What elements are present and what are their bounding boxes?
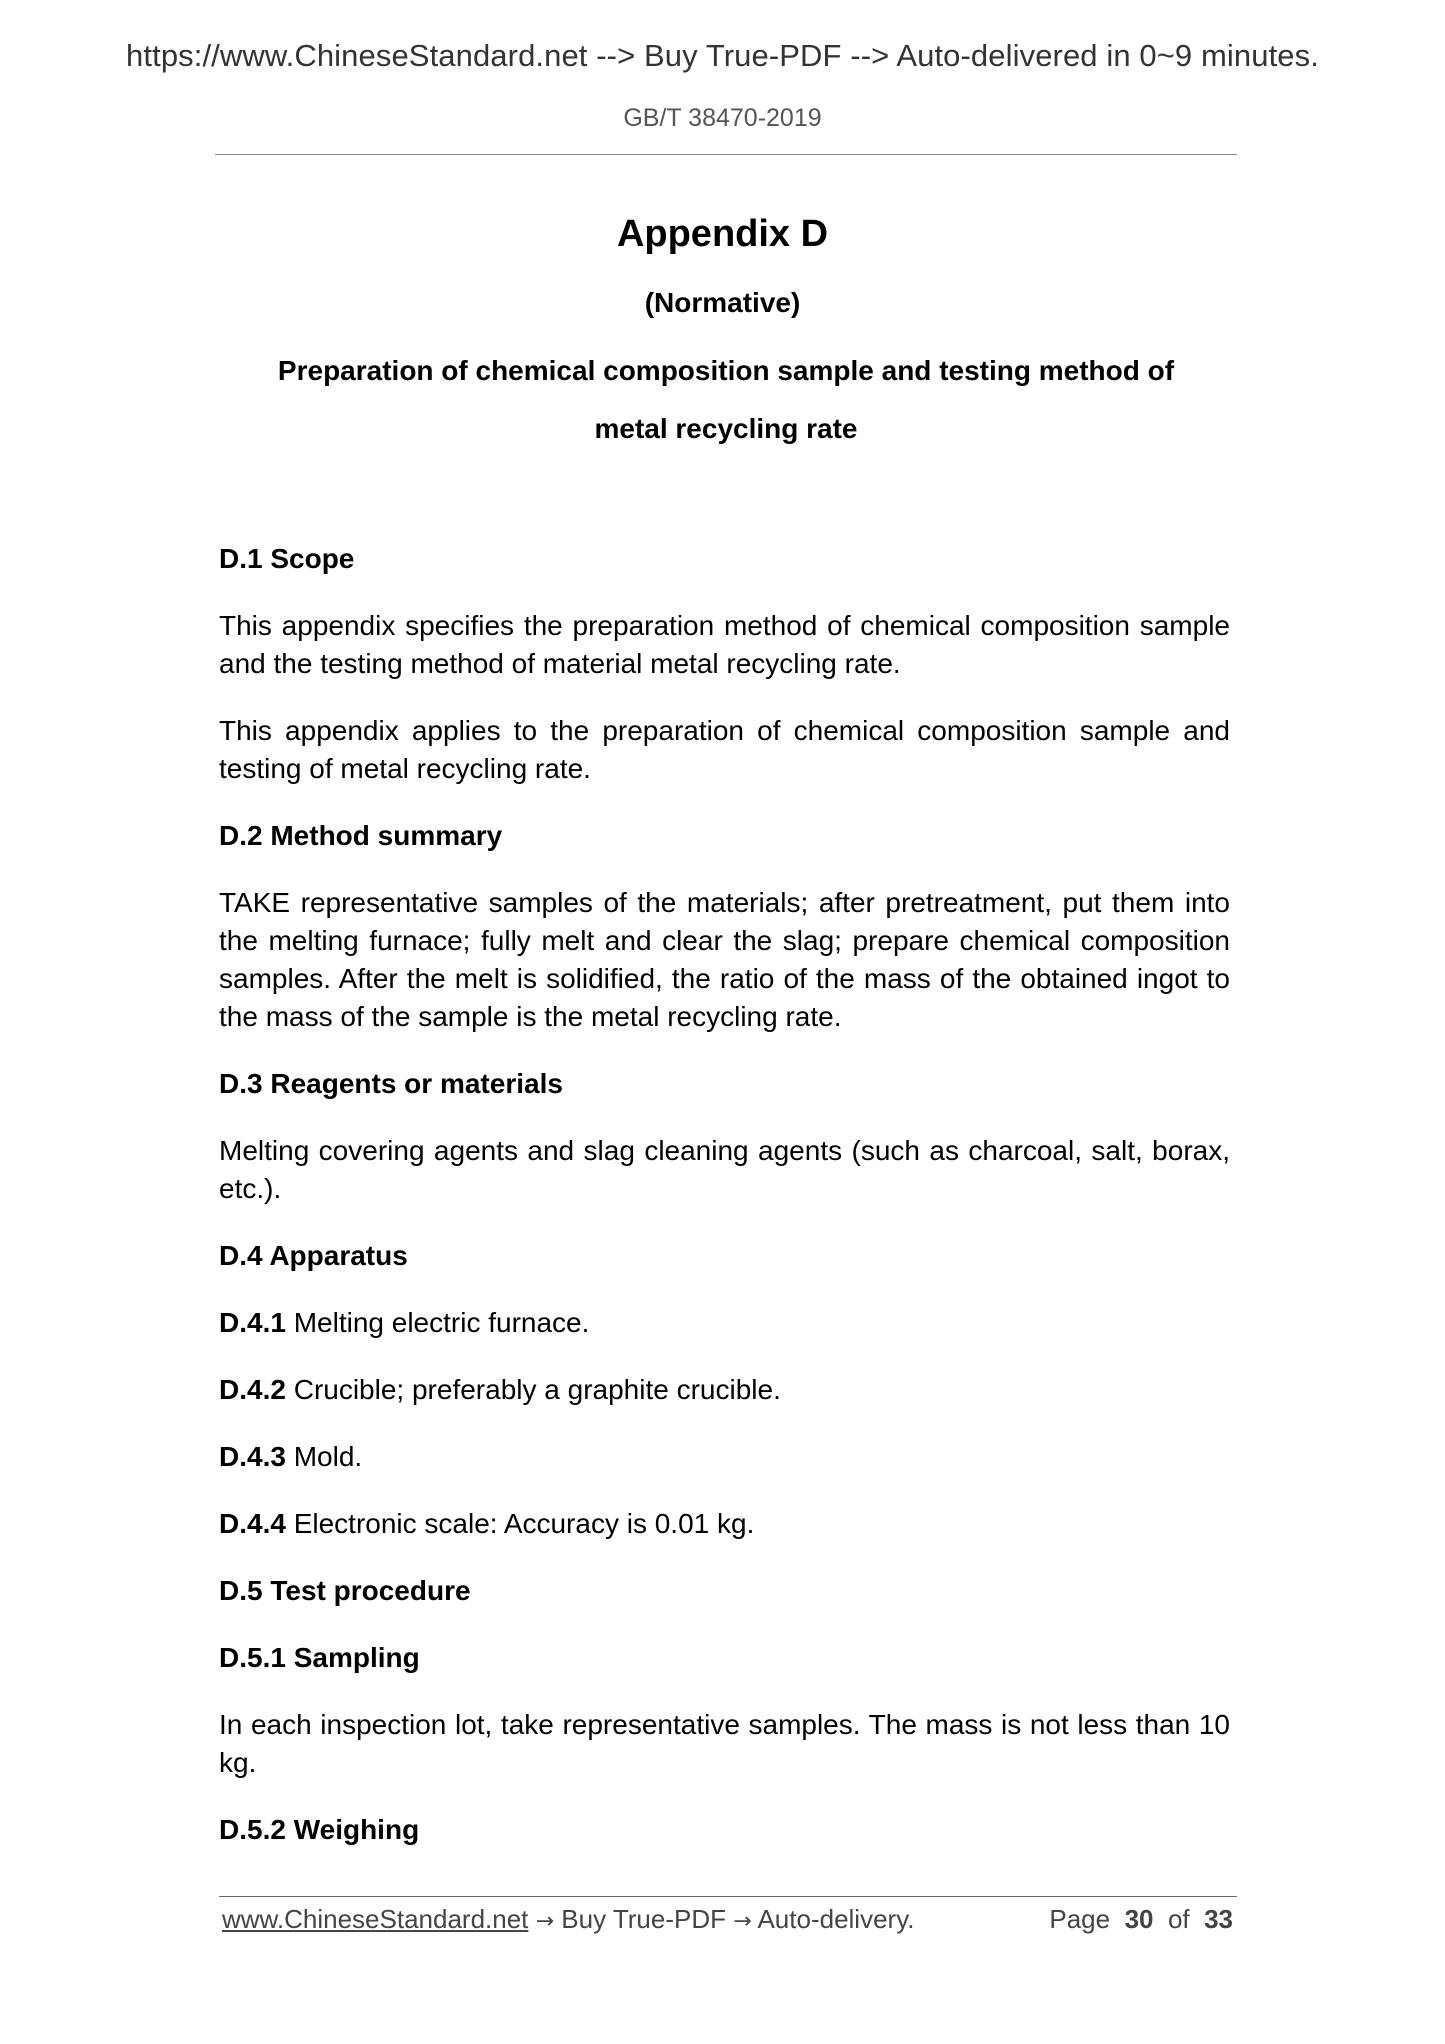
section-heading-d3: D.3 Reagents or materials [219, 1068, 563, 1099]
page-label: Page [1049, 1904, 1111, 1934]
section-heading-d52: D.5.2 Weighing [219, 1814, 420, 1845]
page-of-label: of [1167, 1904, 1190, 1934]
footer-divider [219, 1896, 1237, 1897]
page-number [1049, 1901, 1233, 1937]
footer-delivery-text: Auto-delivery. [751, 1904, 915, 1934]
section-heading-d5: D.5 Test procedure [219, 1575, 471, 1606]
clause-number: D.4.3 [219, 1441, 286, 1472]
clause-text: Crucible; preferably a graphite crucible. [285, 1374, 781, 1405]
section-heading-d51: D.5.1 Sampling [219, 1642, 420, 1673]
current-page: 30 [1124, 1904, 1154, 1934]
arrow-right-icon: → [733, 1909, 752, 1934]
appendix-subtitle [215, 342, 1237, 458]
clause-number: D.4.1 [219, 1307, 286, 1338]
clause-text: Electronic scale: Accuracy is 0.01 kg. [285, 1508, 755, 1539]
appendix-title: Appendix D [616, 213, 829, 255]
apparatus-item [219, 1304, 1230, 1342]
apparatus-item [219, 1371, 1230, 1409]
footer-website-link[interactable]: www.ChineseStandard.net [222, 1904, 529, 1934]
paragraph: In each inspection lot, take representative samples. The mass is not less than 10 kg. [219, 1709, 1230, 1778]
page-footer [222, 1901, 1233, 1940]
paragraph: Melting covering agents and slag cleaning agents (such as charcoal, salt, borax, etc.). [219, 1135, 1230, 1204]
source-banner: https://www.ChineseStandard.net --> Buy True-PDF --> Auto-delivered in 0~9 minutes. [126, 38, 1319, 73]
clause-text: Mold. [285, 1441, 363, 1472]
paragraph: This appendix applies to the preparation of chemical composition sample and testing of metal recycling rate. [219, 715, 1230, 784]
header-divider [215, 154, 1237, 155]
section-heading-d1: D.1 Scope [219, 543, 355, 574]
footer-buy-text: Buy True-PDF [554, 1904, 734, 1934]
arrow-right-icon: → [535, 1909, 555, 1934]
subtitle-line-2: metal recycling rate [594, 413, 858, 444]
clause-number: D.4.4 [219, 1508, 286, 1539]
document-code: GB/T 38470-2019 [623, 104, 822, 132]
normative-label: (Normative) [644, 287, 801, 318]
section-heading-d4: D.4 Apparatus [219, 1240, 408, 1271]
paragraph: This appendix specifies the preparation method of chemical composition sample and the testing method of material metal recycling rate. [219, 610, 1230, 679]
document-body [219, 540, 1230, 1878]
clause-text: Melting electric furnace. [285, 1307, 590, 1338]
section-heading-d2: D.2 Method summary [219, 820, 503, 851]
subtitle-line-1: Preparation of chemical composition sample and testing method of [277, 355, 1175, 386]
apparatus-item [219, 1505, 1230, 1543]
paragraph: TAKE representative samples of the materials; after pretreatment, put them into the melting furnace; fully melt and clear the slag; prepare chemical composition samples. After the melt is solidified, the ratio of the mass of the obtained ingot to the mass of the sample is the metal recycling rate. [219, 887, 1230, 1032]
clause-number: D.4.2 [219, 1374, 286, 1405]
apparatus-item [219, 1438, 1230, 1476]
total-pages: 33 [1204, 1904, 1233, 1934]
